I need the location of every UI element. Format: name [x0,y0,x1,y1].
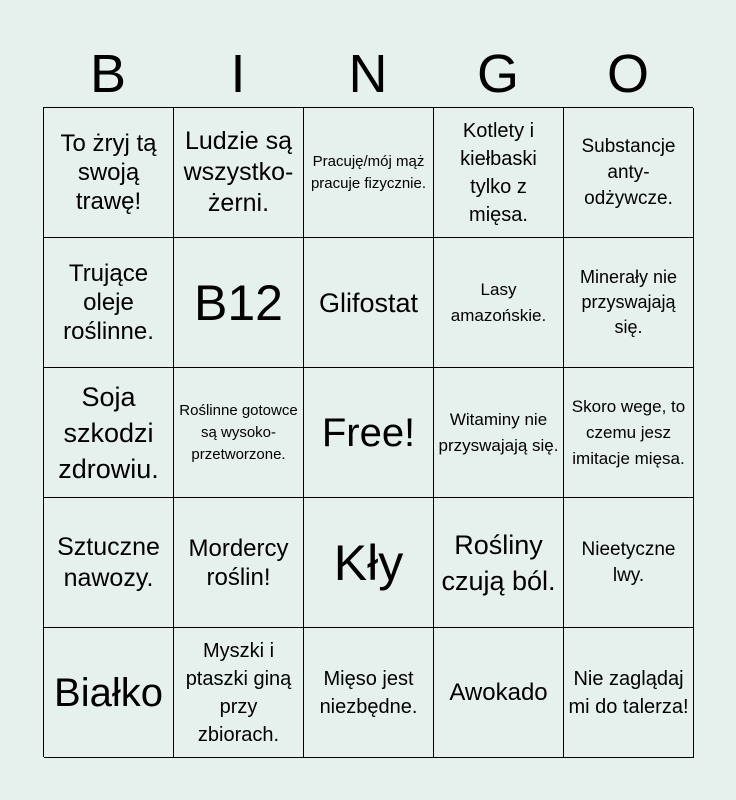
bingo-cell-r5c3[interactable] [304,628,434,758]
cell-text: Białko [54,670,163,715]
free-space-cell[interactable] [304,368,434,498]
bingo-cell-r5c1[interactable] [44,628,174,758]
bingo-cell-r4c4[interactable] [434,498,564,628]
cell-text: Myszki i ptaszki giną przy zbiorach. [185,639,292,746]
bingo-cell-r2c3[interactable] [304,238,434,368]
bingo-cell-r3c1[interactable] [44,368,174,498]
bingo-cell-r2c2[interactable] [174,238,304,368]
bingo-cell-r5c2[interactable] [174,628,304,758]
bingo-cell-r3c2[interactable] [174,368,304,498]
bingo-cell-r1c3[interactable] [304,108,434,238]
cell-text: B12 [194,274,283,331]
cell-text: Substancje anty-odżywcze. [581,135,676,209]
cell-text: Ludzie są wszystko-żerni. [183,127,294,217]
bingo-cell-r5c5[interactable] [564,628,694,758]
cell-text: Rośliny czują ból. [441,529,556,596]
bingo-cell-r1c4[interactable] [434,108,564,238]
bingo-cell-r1c2[interactable] [174,108,304,238]
header-letter-n: N [348,44,388,104]
header-letter-i: I [230,44,246,104]
bingo-cell-r1c5[interactable] [564,108,694,238]
cell-text: Trujące oleje roślinne. [63,260,154,345]
bingo-cell-r1c1[interactable] [44,108,174,238]
cell-text: Pracuję/mój mąż pracuje fizycznie. [310,152,427,192]
cell-text: Sztuczne nawozy. [57,532,160,592]
bingo-header [43,40,693,108]
bingo-cell-r3c4[interactable] [434,368,564,498]
bingo-cell-r4c3[interactable] [304,498,434,628]
bingo-cell-r4c2[interactable] [174,498,304,628]
cell-text: Minerały nie przyswajają się. [579,267,678,337]
cell-text: Soja szkodzi zdrowiu. [58,381,159,484]
bingo-board [43,107,693,757]
cell-text: Witaminy nie przyswajają się. [438,409,559,455]
bingo-cell-r4c1[interactable] [44,498,174,628]
bingo-cell-r5c4[interactable] [434,628,564,758]
cell-text: Roślinne gotowce są wysoko-przetworzone. [179,401,298,463]
cell-text: Mordercy roślin! [188,534,289,591]
cell-text: Awokado [449,679,548,706]
bingo-cell-r2c4[interactable] [434,238,564,368]
bingo-cell-r4c5[interactable] [564,498,694,628]
cell-text: Nie zaglądaj mi do talerza! [568,667,689,718]
bingo-cell-r3c5[interactable] [564,368,694,498]
bingo-cell-r2c1[interactable] [44,238,174,368]
cell-text: To żryj tą swoją trawę! [60,130,157,215]
bingo-cell-r2c5[interactable] [564,238,694,368]
cell-text: Mięso jest niezbędne. [319,667,418,718]
cell-text: Kotlety i kiełbaski tylko z mięsa. [460,119,537,226]
cell-text: Glifostat [318,287,419,318]
cell-text: Nieetyczne lwy. [581,538,676,586]
cell-text: Kły [333,534,404,591]
header-letter-g: G [476,44,519,104]
cell-text: Skoro wege, to czemu jesz imitacje mięsa. [571,396,686,468]
header-letter-b: B [89,44,127,104]
cell-text: Lasy amazońskie. [450,279,547,325]
cell-text: Free! [321,410,416,455]
header-letter-o: O [606,44,649,104]
